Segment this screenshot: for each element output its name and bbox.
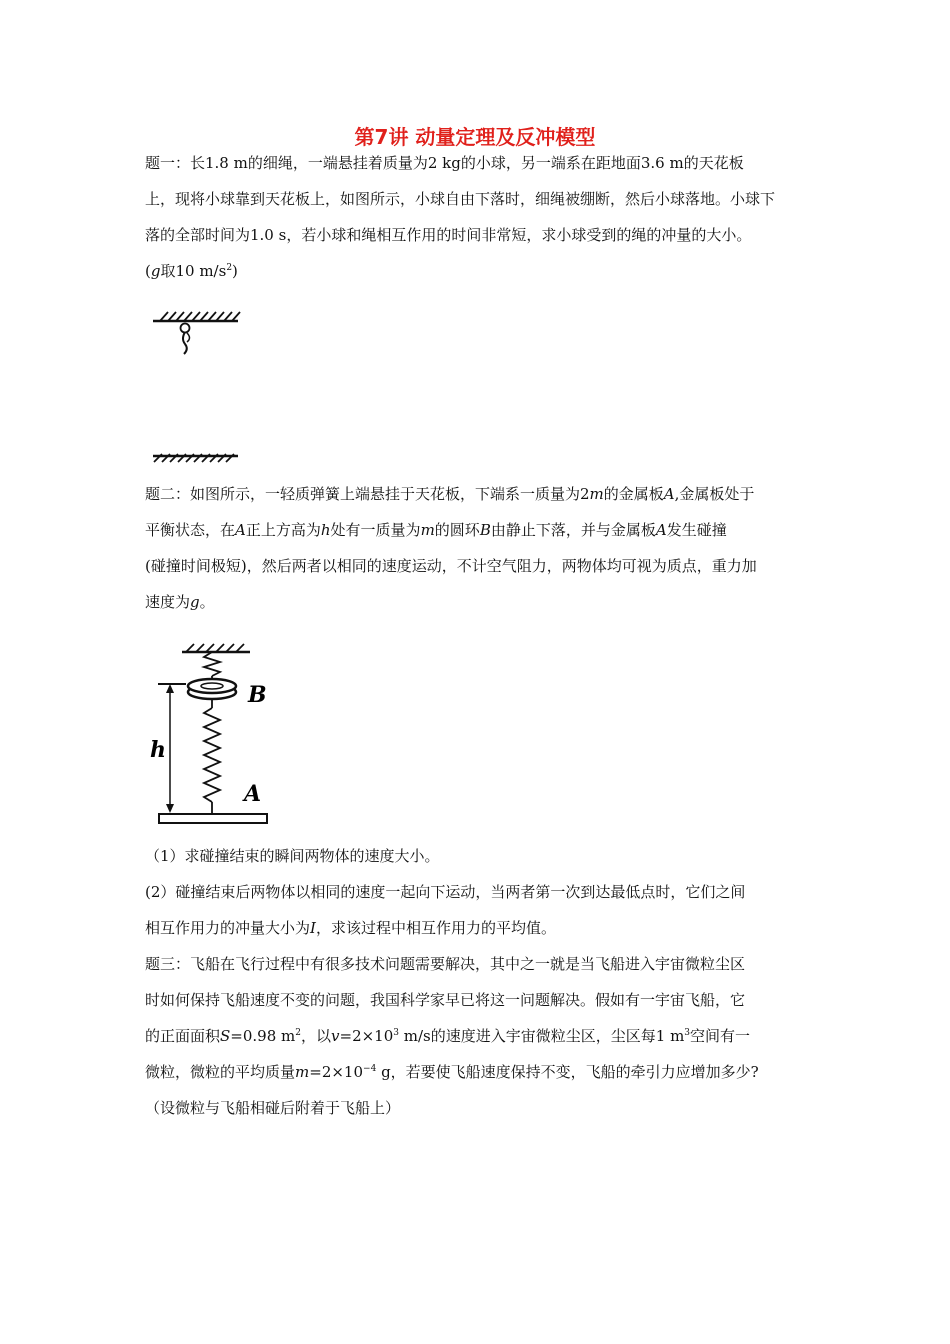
q2-line-2: 平衡状态，在A正上方高为h处有一质量为m的圆环B由静止下落，并与金属板A发生碰撞 (145, 521, 727, 539)
label-B: B (248, 682, 267, 708)
q1-line-3: 落的全部时间为1.0 s，若小球和绳相互作用的时间非常短，求小球受到的绳的冲量的大小。 (145, 226, 752, 244)
q1-note: (g取10 $m/s^2$) (145, 262, 238, 280)
q3-line-4: 微粒，微粒的平均质量$m=2\times 10^{-4}$ g，若要使飞船速度保持不变，飞船的牵引力应增加多少? (145, 1063, 759, 1081)
q2-sub-2a: (2）碰撞结束后两物体以相同的速度一起向下运动，当两者第一次到达最低点时，它们之间 (145, 883, 746, 901)
q3-line-1: 题三：飞船在飞行过程中有很多技术问题需要解决，其中之一就是当飞船进入宇宙微粒尘区 (145, 955, 746, 973)
question-2 (145, 476, 810, 620)
q2-line-1: 题二：如图所示，一轻质弹簧上端悬挂于天花板，下端系一质量为2m的金属板A,金属板处于 (145, 485, 755, 503)
q3-line-2: 时如何保持飞船速度不变的问题，我国科学家早已将这一问题解决。假如有一宇宙飞船，它 (145, 991, 746, 1009)
question-3 (145, 946, 810, 1126)
q1-line-1: 题一：长1.8 m的细绳，一端悬挂着质量为2 kg的小球，另一端系在距地面3.6 m的天花板 (145, 154, 744, 172)
q3-line-5: （设微粒与飞船相碰后附着于飞船上） (145, 1099, 401, 1117)
question-2-subquestions (145, 838, 810, 946)
q3-line-3: 的正面面积S=0.98 $m^2$，以$v=2\times 10^3$ m/s的速度进入宇宙微粒尘区，尘区每1 $m^3$空间有一 (145, 1027, 751, 1045)
label-A: A (244, 781, 262, 807)
q2-sub-2b: 相互作用力的冲量大小为I，求该过程中相互作用力的平均值。 (145, 919, 556, 937)
q2-sub-1: （1）求碰撞结束的瞬间两物体的速度大小。 (145, 847, 440, 865)
q2-line-3: (碰撞时间极短)，然后两者以相同的速度运动，不计空气阻力，两物体均可视为质点，重力加 (145, 557, 757, 575)
figure-spring-ring-plate (144, 640, 284, 830)
question-1 (145, 145, 810, 289)
q2-line-4: 速度为g。 (145, 593, 215, 611)
q1-line-2: 上，现将小球靠到天花板上，如图所示，小球自由下落时，细绳被绷断，然后小球落地。小球下 (145, 190, 776, 208)
figure-ceiling-ball (148, 306, 258, 466)
page-title: 第7讲 动量定理及反冲模型 (354, 125, 596, 149)
label-h: h (150, 737, 166, 763)
